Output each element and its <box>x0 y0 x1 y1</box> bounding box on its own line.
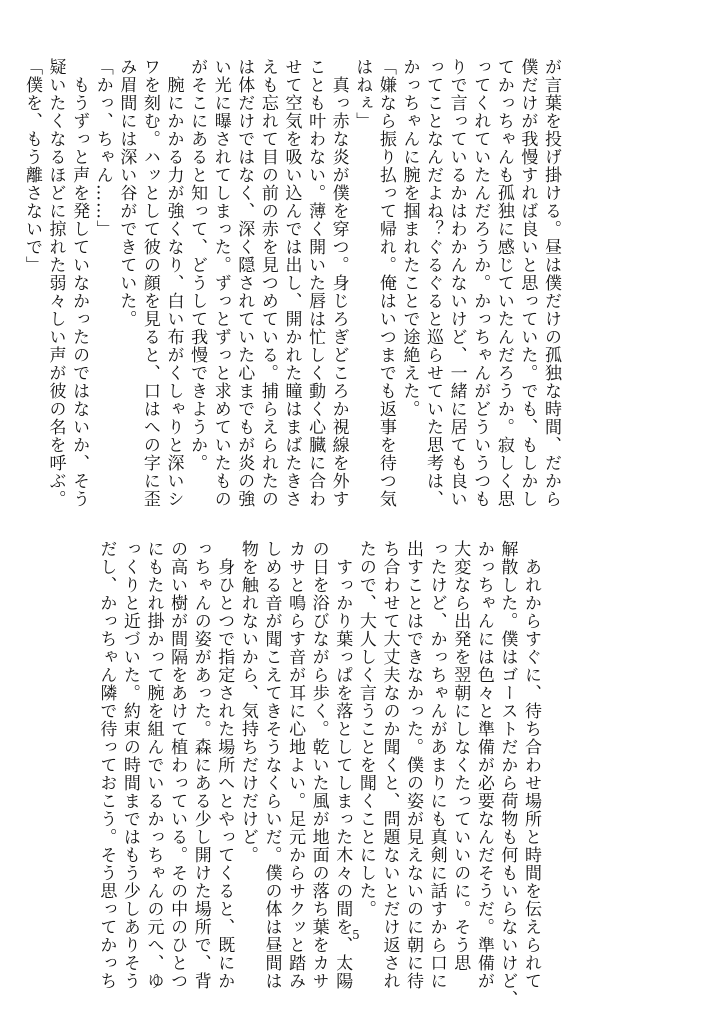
text-line: は体だけではなく、深く隠されていた心までもが炎の強 <box>234 58 255 508</box>
page-number: 5 <box>352 928 360 942</box>
text-line: はねぇ」 <box>352 58 373 130</box>
text-line: 僕だけが我慢すれば良いと思っていた。でも、もしかし <box>517 58 538 508</box>
text-line: っくりと近づいた。約束の時間まではもう少しありそう <box>119 540 140 990</box>
text-line: が言葉を投げ掛ける。昼は僕だけの孤独な時間、だから <box>541 58 561 508</box>
text-line: 腕にかかる力が強くなり、白い布がくしゃりと深いシ <box>163 58 184 508</box>
text-line: み眉間には深い谷ができていた。 <box>116 58 137 328</box>
text-line: 解散した。僕はゴーストだから荷物も何もいらないけど、 <box>497 540 518 1008</box>
lower-text-block <box>94 540 542 1008</box>
text-line: 身ひとつで指定された場所へとやってくると、既にか <box>214 540 235 990</box>
text-line: 出すことはできなかった。僕の姿が見えないのに朝に待 <box>403 540 424 990</box>
text-line: がそこにあると知って、どうして我慢できようか。 <box>187 58 208 472</box>
text-line: しめる音が聞こえてきそうなくらいだ。僕の体は昼間は <box>261 540 282 990</box>
text-line: あれからすぐに、待ち合わせ場所と時間を伝えられて <box>521 540 541 990</box>
text-line: えも忘れて目の前の赤を見つめている。捕らえられたの <box>257 58 278 508</box>
upper-text-block <box>19 58 562 508</box>
text-line: ことも叶わない。薄く開いた唇は忙しく動く心臓に合わ <box>305 58 326 508</box>
text-line: っちゃんの姿があった。森にある少し開けた場所で、背 <box>190 540 211 990</box>
text-line: たので、大人しく言うことを聞くことにした。 <box>355 540 376 918</box>
text-line: すっかり葉っぱを落としてしまった木々の間を、太陽 <box>332 540 353 990</box>
text-line: 物を触れないから、気持ちだけだけど。 <box>237 540 258 864</box>
text-line: てかっちゃんも孤独に感じていたんだろうか。寂しく思 <box>493 58 514 508</box>
text-line: ったけど、かっちゃんがあまりにも真剣に話すから口に <box>426 540 447 990</box>
text-line: にもたれ掛かって腕を組んでいるかっちゃんの元へ、ゆ <box>143 540 164 990</box>
text-line: 真っ赤な炎が僕を穿つ。身じろぎどころか視線を外す <box>328 58 349 508</box>
text-line: の日を浴びながら歩く。乾いた風が地面の落ち葉をカサ <box>308 540 329 990</box>
text-line: ってことなんだよね？ぐるぐると巡らせていた思考は、 <box>423 58 444 508</box>
text-line: 「かっ、ちゃん……」 <box>92 58 113 238</box>
text-line: 疑いたくなるほどに掠れた弱々しい声が彼の名を呼ぶ。 <box>45 58 66 508</box>
text-line: い光に曝されてしまった。ずっとずっと求めていたもの <box>210 58 231 508</box>
text-line: かっちゃんには色々と準備が必要なんだそうだ。準備が <box>473 540 494 990</box>
text-line: だし、かっちゃん隣で待っておこう。そう思ってかっち <box>96 540 117 990</box>
text-line: 「僕を、もう離さないで」 <box>21 58 42 274</box>
text-line: せて空気を吸い込んでは出し、開かれた瞳はまばたきさ <box>281 58 302 508</box>
text-line: ち合わせて大丈夫なのか聞くと、問題ないとだけ返され <box>379 540 400 990</box>
text-line: ワを刻む。ハッとして彼の顔を見ると、口はへの字に歪 <box>139 58 160 508</box>
text-line: カサと鳴らす音が耳に心地よい。足元からサクッと踏み <box>285 540 306 990</box>
text-line: 「嫌なら振り払って帰れ。俺はいつまでも返事を待つ気 <box>375 58 396 508</box>
text-line: かっちゃんに腕を掴まれたことで途絶えた。 <box>399 58 420 418</box>
text-line: ってくれていたんだろうか。かっちゃんがどういうつも <box>470 58 491 508</box>
text-line: りで言っているかはわかんないけど、一緒に居ても良い <box>446 58 467 508</box>
text-line: 大変なら出発を翌朝にしなくたっていいのに。そう思 <box>450 540 471 972</box>
text-line: もうずっと声を発していなかったのではないか、そう <box>69 58 90 508</box>
text-line: の高い樹が間隔をあけて植わっている。その中のひとつ <box>167 540 188 990</box>
